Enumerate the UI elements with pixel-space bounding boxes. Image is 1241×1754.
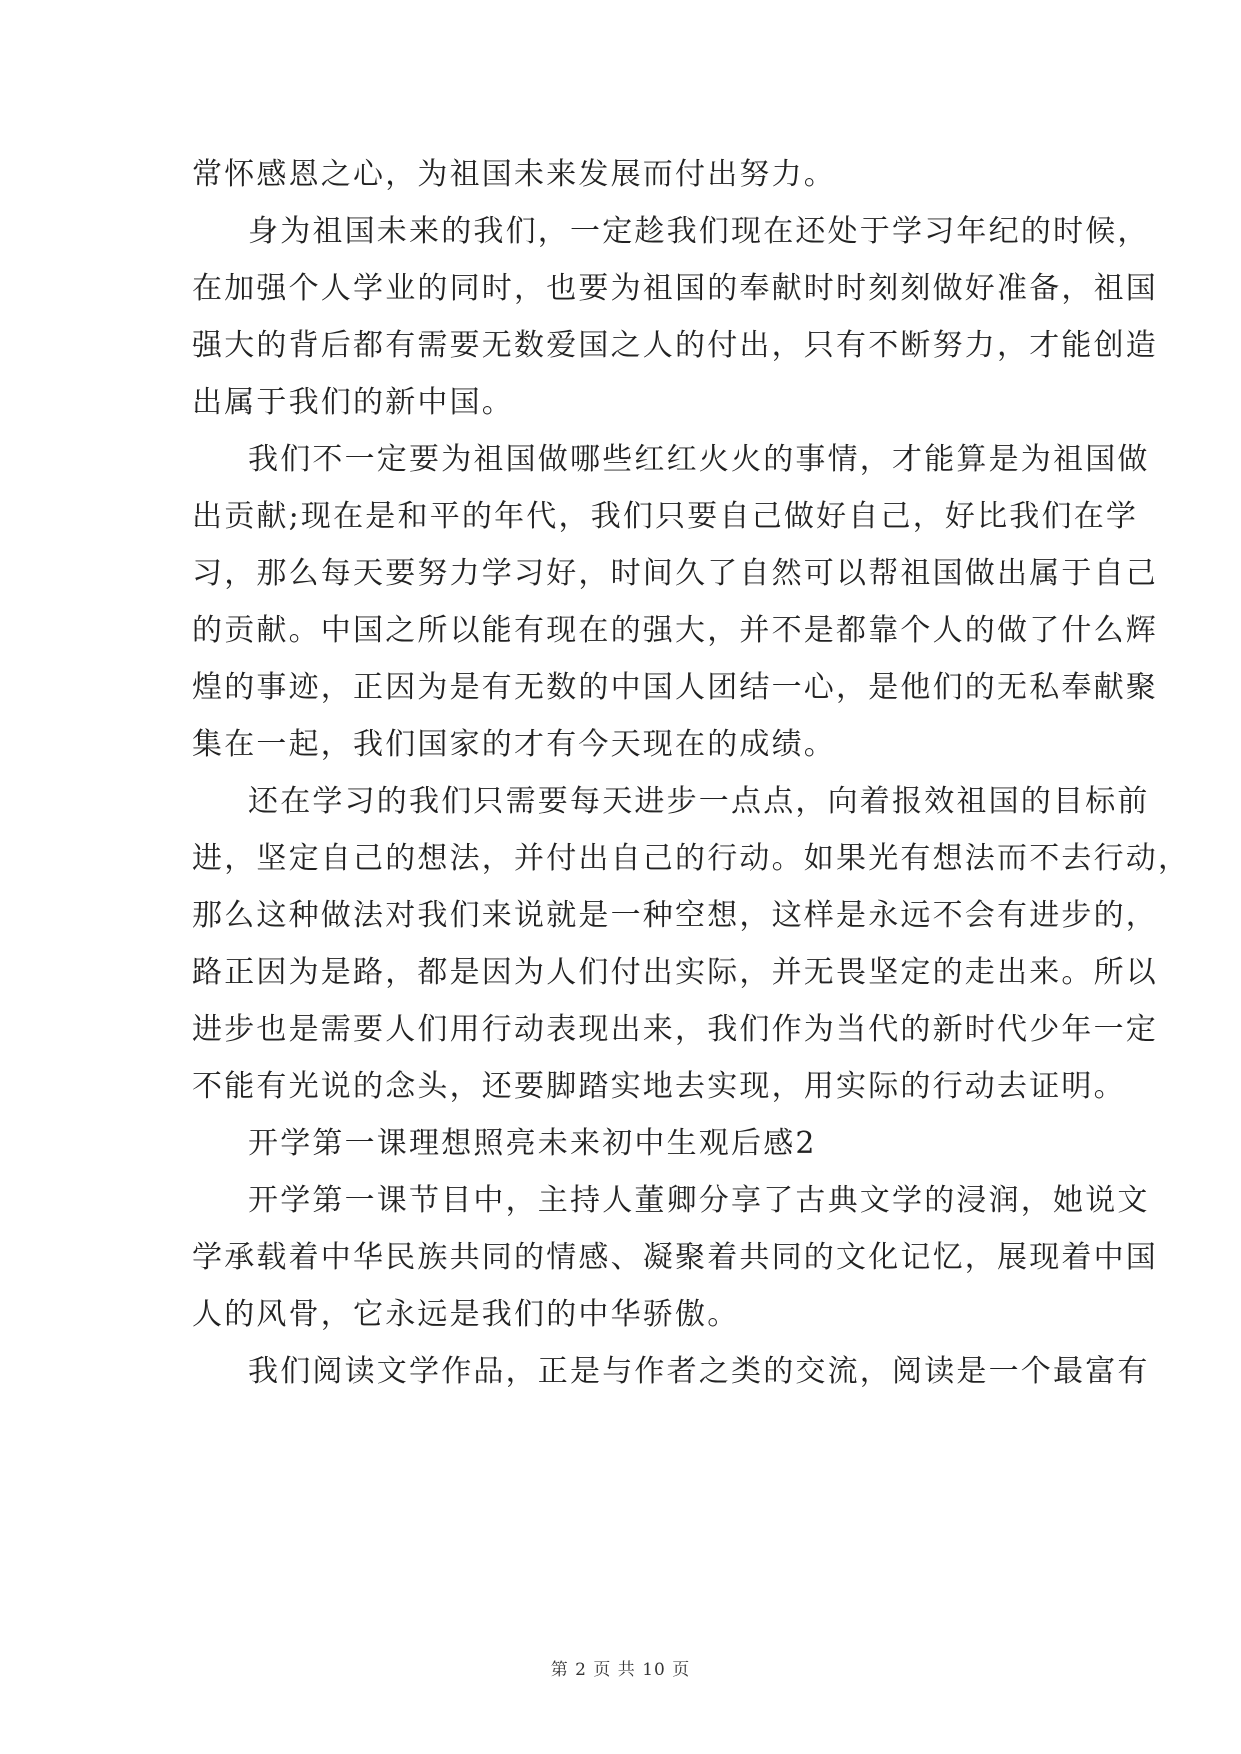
text-line: 的贡献。中国之所以能有现在的强大，并不是都靠个人的做了什么辉 — [192, 613, 1158, 648]
paragraph-start-line: 开学第一课节目中，主持人董卿分享了古典文学的浸润，她说文 — [248, 1183, 1150, 1218]
text-line: 习，那么每天要努力学习好，时间久了自然可以帮祖国做出属于自己 — [192, 556, 1158, 591]
text-line: 不能有光说的念头，还要脚踏实地去实现，用实际的行动去证明。 — [192, 1069, 1126, 1104]
paragraph-start-line: 我们不一定要为祖国做哪些红红火火的事情，才能算是为祖国做 — [248, 442, 1150, 477]
section-heading: 开学第一课理想照亮未来初中生观后感2 — [248, 1126, 817, 1161]
text-line: 在加强个人学业的同时，也要为祖国的奉献时时刻刻做好准备，祖国 — [192, 271, 1158, 306]
text-line: 常怀感恩之心，为祖国未来发展而付出努力。 — [192, 157, 836, 192]
text-line: 进，坚定自己的想法，并付出自己的行动。如果光有想法而不去行动， — [192, 841, 1191, 876]
text-line: 那么这种做法对我们来说就是一种空想，这样是永远不会有进步的， — [192, 898, 1158, 933]
page-footer: 第 2 页 共 10 页 — [550, 1660, 691, 1680]
text-line: 煌的事迹，正因为是有无数的中国人团结一心，是他们的无私奉献聚 — [192, 670, 1158, 705]
text-line: 出贡献;现在是和平的年代，我们只要自己做好自己，好比我们在学 — [192, 499, 1139, 534]
text-line: 出属于我们的新中国。 — [192, 385, 514, 420]
text-line: 集在一起，我们国家的才有今天现在的成绩。 — [192, 727, 836, 762]
text-line: 学承载着中华民族共同的情感、凝聚着共同的文化记忆，展现着中国 — [192, 1240, 1158, 1275]
text-line: 路正因为是路，都是因为人们付出实际，并无畏坚定的走出来。所以 — [192, 955, 1158, 990]
text-line: 进步也是需要人们用行动表现出来，我们作为当代的新时代少年一定 — [192, 1012, 1158, 1047]
text-line: 强大的背后都有需要无数爱国之人的付出，只有不断努力，才能创造 — [192, 328, 1158, 363]
paragraph-start-line: 身为祖国未来的我们，一定趁我们现在还处于学习年纪的时候， — [248, 214, 1150, 249]
text-line: 人的风骨，它永远是我们的中华骄傲。 — [192, 1297, 740, 1332]
paragraph-start-line: 我们阅读文学作品，正是与作者之类的交流，阅读是一个最富有 — [248, 1354, 1150, 1389]
paragraph-start-line: 还在学习的我们只需要每天进步一点点，向着报效祖国的目标前 — [248, 784, 1150, 819]
